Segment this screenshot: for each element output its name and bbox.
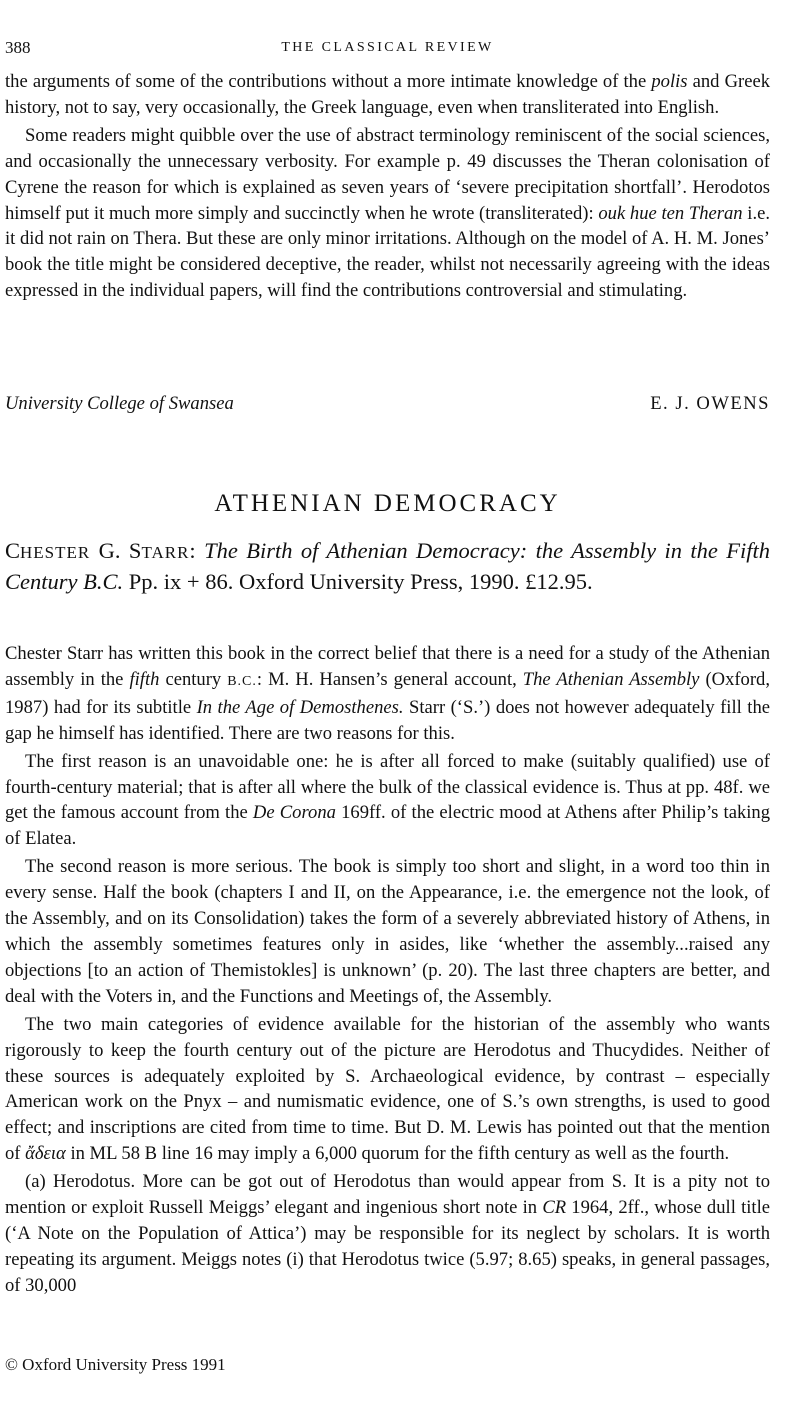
section-title: ATHENIAN DEMOCRACY — [214, 490, 561, 517]
paragraph: Chester Starr has written this book in the correct belief that there is a need for a study of the Athenian assembly in the fifth century B.C.: M. H. Hansen’s general account, The Athenian Assembly (Oxford, 1987) had for its subtitle In the Age of Demosthenes. Starr (‘S.’) does not however adequately fill the gap he himself has identified. There are two reasons for this. — [5, 643, 770, 744]
copyright-footer: © Oxford University Press 1991 — [5, 1355, 226, 1374]
paragraph: the arguments of some of the contributions without a more intimate knowledge of the polis and Greek history, not to say, very occasionally, the Greek language, even when transliterated into English. — [5, 71, 770, 118]
previous-review-text — [5, 69, 770, 304]
institution: University College of Swansea — [5, 393, 234, 414]
paragraph: (a) Herodotus. More can be got out of Herodotus than would appear from S. It is a pity not to mention or exploit Russell Meiggs’ elegant and ingenious short note in CR 1964, 2ff., whose dull title (‘A Note on the Population of Attica’) may be responsible for its neglect by scholars. It is worth repeating its argument. Meiggs notes (i) that Herodotus twice (5.97; 8.65) speaks, in general passages, of 30,000 — [5, 1171, 770, 1296]
book-citation: CHESTER G. STARR: The Birth of Athenian Democracy: the Assembly in the Fifth Century B.C. Pp. ix + 86. Oxford University Press, 1990. £12.95. — [5, 538, 770, 594]
paragraph: Some readers might quibble over the use of abstract terminology reminiscent of the social sciences, and occasionally the unnecessary verbosity. For example p. 49 discusses the Theran colonisation of Cyrene the reason for which is explained as seven years of ‘severe precipitation shortfall’. Herodotos himself put it much more simply and succinctly when he wrote (transliterated): ouk hue ten Theran i.e. it did not rain on Thera. But these are only minor irritations. Although on the model of A. H. M. Jones’ book the title might be considered deceptive, the reader, whilst not necessarily agreeing with the ideas expressed in the individual papers, will find the contributions controversial and stimulating. — [5, 124, 770, 302]
paragraph: The two main categories of evidence available for the historian of the assembly who wants rigorously to keep the fourth century out of the picture are Herodotus and Thucydides. Neither of these sources is adequately exploited by S. Archaeological evidence, by contrast – especially American work on the Pnyx – and numismatic evidence, one of S.’s own strengths, is used to good effect; and inscriptions are cited from time to time. But D. M. Lewis has pointed out that the mention of ἄδεια in ML 58 B line 16 may imply a 6,000 quorum for the fifth century as well as the fourth. — [5, 1013, 770, 1165]
reviewer-name: E. J. OWENS — [650, 393, 770, 414]
journal-title: THE CLASSICAL REVIEW — [281, 40, 494, 55]
page-number: 388 — [5, 38, 31, 57]
review-text — [5, 641, 770, 1299]
book-title: The Birth of Athenian Democracy: the Assembly in the Fifth Century B.C. — [5, 538, 770, 594]
paragraph: The first reason is an unavoidable one: he is after all forced to make (suitably qualified) use of fourth-century material; that is after all where the bulk of the classical evidence is. Thus at pp. 48f. we get the famous account from the De Corona 169ff. of the electric mood at Athens after Philip’s taking of Elatea. — [5, 750, 770, 850]
running-head — [5, 38, 770, 60]
signature-line — [5, 393, 770, 419]
paragraph: The second reason is more serious. The book is simply too short and slight, in a word too thin in every sense. Half the book (chapters I and II, on the Appearance, i.e. the emergence not the look, of the Assembly, and on its Consolidation) takes the form of a severely abbreviated history of Athens, in which the assembly sometimes features only in asides, like ‘whether the assembly...raised any objections [to an action of Themistokles] is unknown’ (p. 20). The last three chapters are better, and deal with the Voters in, and the Functions and Meetings of, the Assembly. — [5, 856, 770, 1007]
